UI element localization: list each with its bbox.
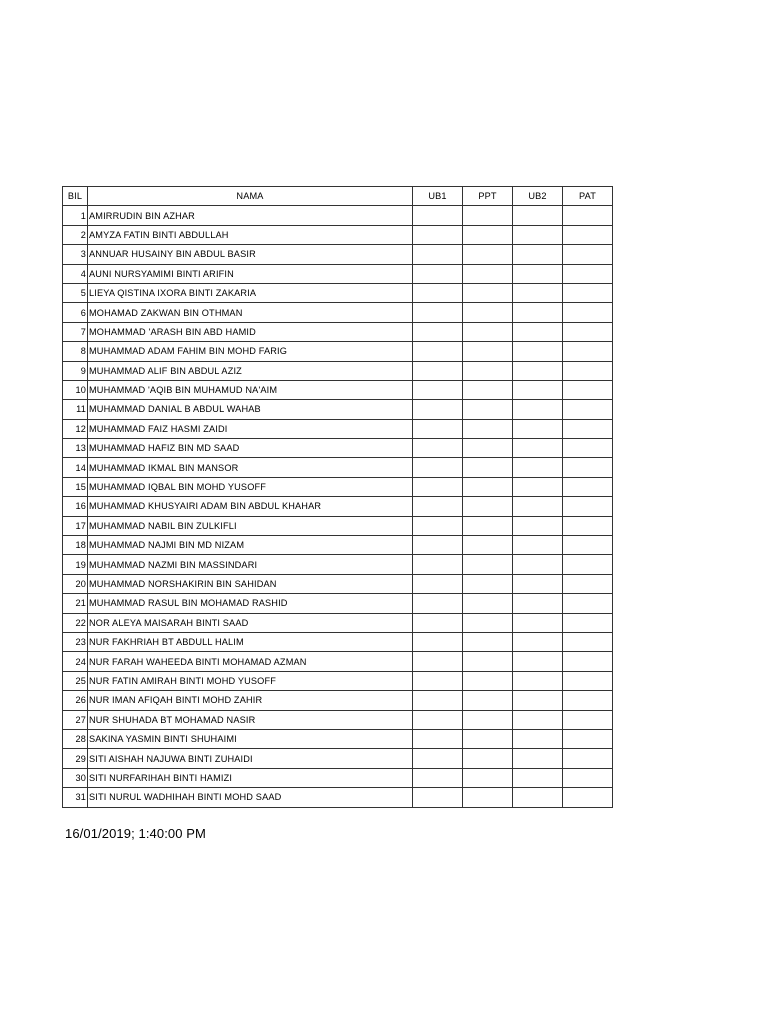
table-row: [63, 710, 613, 729]
ub2-cell: [513, 691, 563, 710]
ub1-cell: [413, 342, 463, 361]
row-number: 25: [63, 671, 88, 690]
ub2-cell: [513, 400, 563, 419]
table-row: [63, 342, 613, 361]
row-number: 28: [63, 729, 88, 748]
row-number: 9: [63, 361, 88, 380]
ppt-cell: [463, 361, 513, 380]
pat-cell: [563, 749, 613, 768]
row-number: 26: [63, 691, 88, 710]
ub1-cell: [413, 632, 463, 651]
table-row: [63, 361, 613, 380]
row-number: 29: [63, 749, 88, 768]
ub1-cell: [413, 303, 463, 322]
ppt-cell: [463, 497, 513, 516]
ub1-cell: [413, 516, 463, 535]
ub1-cell: [413, 652, 463, 671]
table-row: [63, 613, 613, 632]
ppt-cell: [463, 458, 513, 477]
row-number: 20: [63, 574, 88, 593]
ub1-cell: [413, 671, 463, 690]
ub1-cell: [413, 439, 463, 458]
pat-cell: [563, 245, 613, 264]
row-number: 12: [63, 419, 88, 438]
ub2-cell: [513, 710, 563, 729]
header-ub1: UB1: [413, 187, 463, 206]
pat-cell: [563, 497, 613, 516]
row-number: 31: [63, 788, 88, 807]
ub1-cell: [413, 361, 463, 380]
table-row: [63, 632, 613, 651]
ub2-cell: [513, 788, 563, 807]
student-name: MUHAMMAD NORSHAKIRIN BIN SAHIDAN: [88, 574, 413, 593]
ub1-cell: [413, 477, 463, 496]
pat-cell: [563, 225, 613, 244]
student-name: MOHAMMAD 'ARASH BIN ABD HAMID: [88, 322, 413, 341]
ub1-cell: [413, 613, 463, 632]
pat-cell: [563, 652, 613, 671]
pat-cell: [563, 613, 613, 632]
row-number: 18: [63, 536, 88, 555]
table-row: [63, 264, 613, 283]
table-row: [63, 322, 613, 341]
ub2-cell: [513, 458, 563, 477]
ppt-cell: [463, 574, 513, 593]
ub1-cell: [413, 264, 463, 283]
header-pat: PAT: [563, 187, 613, 206]
row-number: 3: [63, 245, 88, 264]
ub2-cell: [513, 225, 563, 244]
table-row: [63, 458, 613, 477]
student-table: [62, 186, 613, 808]
row-number: 5: [63, 283, 88, 302]
ub2-cell: [513, 342, 563, 361]
table-row: [63, 380, 613, 399]
ub1-cell: [413, 283, 463, 302]
ppt-cell: [463, 380, 513, 399]
pat-cell: [563, 342, 613, 361]
student-name: NUR SHUHADA BT MOHAMAD NASIR: [88, 710, 413, 729]
ub2-cell: [513, 245, 563, 264]
ub2-cell: [513, 439, 563, 458]
ppt-cell: [463, 768, 513, 787]
header-bil: BIL: [63, 187, 88, 206]
student-name: SAKINA YASMIN BINTI SHUHAIMI: [88, 729, 413, 748]
table-row: [63, 574, 613, 593]
ppt-cell: [463, 671, 513, 690]
table-row: [63, 419, 613, 438]
student-name: MUHAMMAD NABIL BIN ZULKIFLI: [88, 516, 413, 535]
ppt-cell: [463, 749, 513, 768]
ppt-cell: [463, 691, 513, 710]
table-row: [63, 691, 613, 710]
student-name: SITI NURUL WADHIHAH BINTI MOHD SAAD: [88, 788, 413, 807]
table-row: [63, 477, 613, 496]
student-name: MUHAMMAD 'AQIB BIN MUHAMUD NA'AIM: [88, 380, 413, 399]
row-number: 23: [63, 632, 88, 651]
student-name: NUR FAKHRIAH BT ABDULL HALIM: [88, 632, 413, 651]
pat-cell: [563, 477, 613, 496]
row-number: 6: [63, 303, 88, 322]
row-number: 15: [63, 477, 88, 496]
ub2-cell: [513, 380, 563, 399]
pat-cell: [563, 322, 613, 341]
ub1-cell: [413, 710, 463, 729]
ub2-cell: [513, 283, 563, 302]
student-name: MUHAMMAD FAIZ HASMI ZAIDI: [88, 419, 413, 438]
ub2-cell: [513, 574, 563, 593]
table-row: [63, 245, 613, 264]
pat-cell: [563, 710, 613, 729]
row-number: 13: [63, 439, 88, 458]
ppt-cell: [463, 225, 513, 244]
ppt-cell: [463, 788, 513, 807]
student-name: NUR FARAH WAHEEDA BINTI MOHAMAD AZMAN: [88, 652, 413, 671]
row-number: 7: [63, 322, 88, 341]
ppt-cell: [463, 613, 513, 632]
ppt-cell: [463, 342, 513, 361]
ub1-cell: [413, 225, 463, 244]
row-number: 24: [63, 652, 88, 671]
ub1-cell: [413, 458, 463, 477]
student-name: MUHAMMAD IKMAL BIN MANSOR: [88, 458, 413, 477]
ub1-cell: [413, 749, 463, 768]
table-row: [63, 788, 613, 807]
ub1-cell: [413, 380, 463, 399]
ppt-cell: [463, 283, 513, 302]
ppt-cell: [463, 516, 513, 535]
table-row: [63, 671, 613, 690]
ppt-cell: [463, 536, 513, 555]
student-name: SITI NURFARIHAH BINTI HAMIZI: [88, 768, 413, 787]
pat-cell: [563, 594, 613, 613]
student-name: AUNI NURSYAMIMI BINTI ARIFIN: [88, 264, 413, 283]
ppt-cell: [463, 400, 513, 419]
ppt-cell: [463, 632, 513, 651]
student-name: MUHAMMAD KHUSYAIRI ADAM BIN ABDUL KHAHAR: [88, 497, 413, 516]
pat-cell: [563, 361, 613, 380]
ppt-cell: [463, 439, 513, 458]
ppt-cell: [463, 555, 513, 574]
pat-cell: [563, 458, 613, 477]
ub2-cell: [513, 768, 563, 787]
ub2-cell: [513, 555, 563, 574]
pat-cell: [563, 206, 613, 225]
row-number: 1: [63, 206, 88, 225]
student-name: MUHAMMAD IQBAL BIN MOHD YUSOFF: [88, 477, 413, 496]
row-number: 21: [63, 594, 88, 613]
student-name: MUHAMMAD DANIAL B ABDUL WAHAB: [88, 400, 413, 419]
student-name: ANNUAR HUSAINY BIN ABDUL BASIR: [88, 245, 413, 264]
pat-cell: [563, 671, 613, 690]
ppt-cell: [463, 594, 513, 613]
ub2-cell: [513, 264, 563, 283]
pat-cell: [563, 768, 613, 787]
header-nama: NAMA: [88, 187, 413, 206]
ub1-cell: [413, 400, 463, 419]
ub2-cell: [513, 749, 563, 768]
row-number: 17: [63, 516, 88, 535]
student-name: SITI AISHAH NAJUWA BINTI ZUHAIDI: [88, 749, 413, 768]
header-row: [63, 187, 613, 206]
ppt-cell: [463, 710, 513, 729]
pat-cell: [563, 574, 613, 593]
row-number: 19: [63, 555, 88, 574]
table-row: [63, 516, 613, 535]
header-ub2: UB2: [513, 187, 563, 206]
table-row: [63, 303, 613, 322]
student-name: MUHAMMAD HAFIZ BIN MD SAAD: [88, 439, 413, 458]
ub1-cell: [413, 555, 463, 574]
ub1-cell: [413, 419, 463, 438]
pat-cell: [563, 400, 613, 419]
ppt-cell: [463, 206, 513, 225]
ppt-cell: [463, 245, 513, 264]
student-name: AMYZA FATIN BINTI ABDULLAH: [88, 225, 413, 244]
table-row: [63, 400, 613, 419]
pat-cell: [563, 555, 613, 574]
timestamp: 16/01/2019; 1:40:00 PM: [65, 826, 206, 841]
ppt-cell: [463, 322, 513, 341]
table-row: [63, 497, 613, 516]
ub2-cell: [513, 303, 563, 322]
ub2-cell: [513, 516, 563, 535]
ub2-cell: [513, 729, 563, 748]
row-number: 10: [63, 380, 88, 399]
table-row: [63, 225, 613, 244]
ub1-cell: [413, 536, 463, 555]
ub2-cell: [513, 361, 563, 380]
student-name: NUR IMAN AFIQAH BINTI MOHD ZAHIR: [88, 691, 413, 710]
ub2-cell: [513, 671, 563, 690]
table-row: [63, 439, 613, 458]
ppt-cell: [463, 477, 513, 496]
row-number: 22: [63, 613, 88, 632]
pat-cell: [563, 788, 613, 807]
row-number: 27: [63, 710, 88, 729]
table-row: [63, 555, 613, 574]
row-number: 8: [63, 342, 88, 361]
table-row: [63, 206, 613, 225]
table-row: [63, 536, 613, 555]
student-name: MUHAMMAD NAJMI BIN MD NIZAM: [88, 536, 413, 555]
ppt-cell: [463, 652, 513, 671]
student-name: MUHAMMAD ADAM FAHIM BIN MOHD FARIG: [88, 342, 413, 361]
ppt-cell: [463, 264, 513, 283]
row-number: 2: [63, 225, 88, 244]
pat-cell: [563, 303, 613, 322]
ub2-cell: [513, 536, 563, 555]
row-number: 16: [63, 497, 88, 516]
pat-cell: [563, 264, 613, 283]
ub1-cell: [413, 768, 463, 787]
pat-cell: [563, 380, 613, 399]
row-number: 4: [63, 264, 88, 283]
student-name: NUR FATIN AMIRAH BINTI MOHD YUSOFF: [88, 671, 413, 690]
pat-cell: [563, 536, 613, 555]
student-name: NOR ALEYA MAISARAH BINTI SAAD: [88, 613, 413, 632]
ppt-cell: [463, 303, 513, 322]
pat-cell: [563, 419, 613, 438]
row-number: 14: [63, 458, 88, 477]
table-row: [63, 749, 613, 768]
ub1-cell: [413, 788, 463, 807]
ub2-cell: [513, 206, 563, 225]
pat-cell: [563, 283, 613, 302]
ub1-cell: [413, 322, 463, 341]
ub2-cell: [513, 497, 563, 516]
table-row: [63, 652, 613, 671]
ub1-cell: [413, 594, 463, 613]
ub2-cell: [513, 594, 563, 613]
ub1-cell: [413, 245, 463, 264]
table-row: [63, 729, 613, 748]
pat-cell: [563, 729, 613, 748]
pat-cell: [563, 691, 613, 710]
ub1-cell: [413, 206, 463, 225]
ub2-cell: [513, 632, 563, 651]
ub1-cell: [413, 574, 463, 593]
ub2-cell: [513, 322, 563, 341]
ub1-cell: [413, 497, 463, 516]
row-number: 30: [63, 768, 88, 787]
header-ppt: PPT: [463, 187, 513, 206]
ppt-cell: [463, 419, 513, 438]
student-name: AMIRRUDIN BIN AZHAR: [88, 206, 413, 225]
ub2-cell: [513, 477, 563, 496]
ppt-cell: [463, 729, 513, 748]
student-name: MUHAMMAD RASUL BIN MOHAMAD RASHID: [88, 594, 413, 613]
pat-cell: [563, 516, 613, 535]
ub2-cell: [513, 652, 563, 671]
table-row: [63, 283, 613, 302]
ub2-cell: [513, 613, 563, 632]
ub1-cell: [413, 729, 463, 748]
student-name: LIEYA QISTINA IXORA BINTI ZAKARIA: [88, 283, 413, 302]
student-name: MUHAMMAD ALIF BIN ABDUL AZIZ: [88, 361, 413, 380]
table-row: [63, 594, 613, 613]
pat-cell: [563, 439, 613, 458]
table-row: [63, 768, 613, 787]
student-name: MUHAMMAD NAZMI BIN MASSINDARI: [88, 555, 413, 574]
student-name: MOHAMAD ZAKWAN BIN OTHMAN: [88, 303, 413, 322]
ub1-cell: [413, 691, 463, 710]
pat-cell: [563, 632, 613, 651]
ub2-cell: [513, 419, 563, 438]
row-number: 11: [63, 400, 88, 419]
